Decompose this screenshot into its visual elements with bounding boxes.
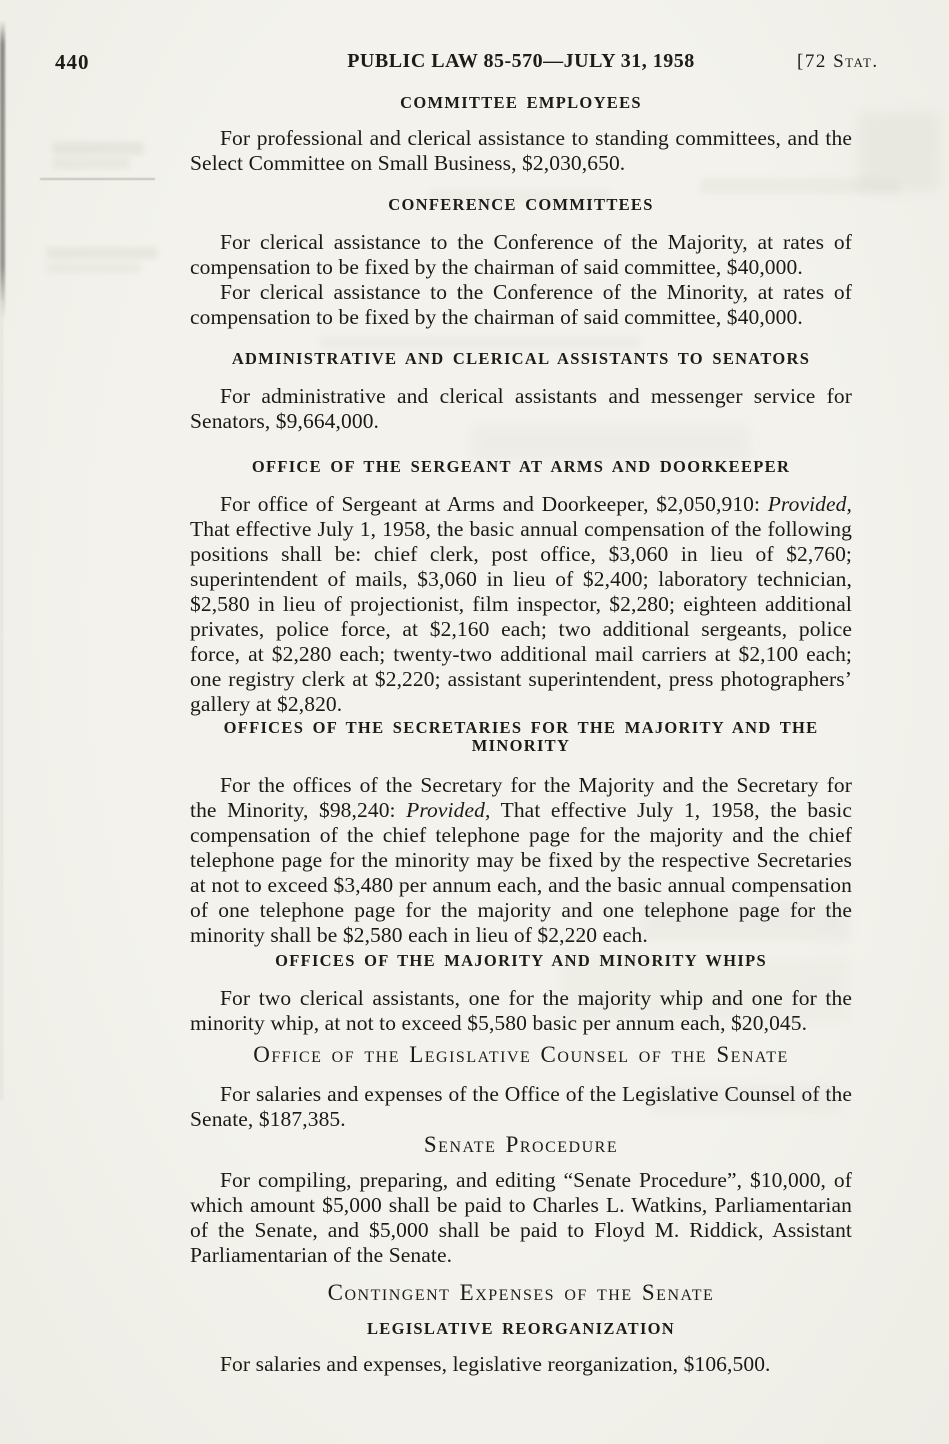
section-heading: OFFICES OF THE MAJORITY AND MINORITY WHIPS <box>275 951 767 970</box>
paragraph-text: For administrative and clerical assistants and messenger service for Senators, $9,664,000. <box>190 384 852 433</box>
section-sergeant-at-arms <box>190 458 852 717</box>
paragraph-text: For office of Sergeant at Arms and Doorkeeper, $2,050,910: <box>220 492 768 516</box>
section-heading: CONFERENCE COMMITTEES <box>388 195 654 214</box>
section-heading: OFFICE OF THE SERGEANT AT ARMS AND DOORKEEPER <box>251 457 791 476</box>
law-title: PUBLIC LAW 85-570—JULY 31, 1958 <box>347 50 695 72</box>
section-heading: Senate Procedure <box>423 1132 619 1157</box>
bleed-through-smudge <box>52 158 130 169</box>
section-majority-minority-whips <box>190 952 852 1036</box>
statute-paragraph <box>190 492 852 717</box>
bleed-through-smudge <box>858 112 940 192</box>
proviso-term: Provided, <box>767 492 852 516</box>
bleed-through-smudge <box>52 142 144 155</box>
paragraph-text: For clerical assistance to the Conference of the Majority, at rates of compensation to be fixed by the chairman of said committee, $40,000. <box>190 230 852 279</box>
proviso-term: Provided, <box>406 798 491 822</box>
statute-paragraph <box>190 230 852 280</box>
statute-paragraph <box>190 986 852 1036</box>
section-contingent-expenses <box>190 1280 852 1306</box>
section-senate-procedure <box>190 1132 852 1268</box>
statute-paragraph <box>190 1168 852 1268</box>
section-committee-employees <box>190 94 852 176</box>
section-conference-committees <box>190 196 852 330</box>
paragraph-text: For the offices of the Secretary for the Majority and the Secretary for the Minority, $98,240: <box>190 773 852 822</box>
section-secretaries-majority-minority <box>190 719 852 948</box>
running-head <box>0 50 949 76</box>
paragraph-text: For salaries and expenses, legislative reorganization, $106,500. <box>220 1352 771 1376</box>
bleed-through-smudge <box>46 263 142 273</box>
statute-paragraph <box>190 126 852 176</box>
paragraph-text: That effective July 1, 1958, the basic annual compensation of the following positions shall be: chief clerk, post office, $3,060 in lieu of $2,760; superintendent of mails, $3,060 in lieu of $2,400; laboratory technician, $2,580 in lieu of projectionist, film inspector, $2,280; eighteen additional privates, police force, at $2,160 each; two additional sergeants, police force, at $2,280 each; twenty-two additional mail carriers at $2,100 each; one registry clerk at $2,220; assistant superintendent, press photographers’ gallery at $2,820. <box>190 517 852 716</box>
section-legislative-counsel <box>190 1042 852 1132</box>
statute-paragraph <box>190 1352 852 1377</box>
page-number: 440 <box>55 50 90 74</box>
paragraph-text: For two clerical assistants, one for the majority whip and one for the minority whip, at not to exceed $5,580 basic per annum each, $20,045. <box>190 986 852 1035</box>
statute-paragraph <box>190 384 852 434</box>
section-legislative-reorganization <box>190 1320 852 1377</box>
scan-edge-shadow-lower <box>0 300 3 1100</box>
paragraph-text: That effective July 1, 1958, the basic compensation of the chief telephone page for the majority and the chief telephone page for the minority may be fixed by the respective Secretaries at not to exceed $3,480 per annum each, and the basic annual compensation of one telephone page for the majority and one telephone page for the minority shall be $2,580 each in lieu of $2,220 each. <box>190 798 852 947</box>
section-heading: Office of the Legislative Counsel of the Senate <box>253 1042 789 1067</box>
margin-rule <box>40 178 155 180</box>
section-heading: COMMITTEE EMPLOYEES <box>400 93 642 112</box>
paragraph-text: For clerical assistance to the Conference of the Minority, at rates of compensation to be fixed by the chairman of said committee, $40,000. <box>190 280 852 329</box>
statute-volume-ref: [72 Stat. <box>797 51 879 72</box>
statute-paragraph <box>190 773 852 948</box>
paragraph-text: For salaries and expenses of the Office of the Legislative Counsel of the Senate, $187,385. <box>190 1082 852 1131</box>
section-heading: ADMINISTRATIVE AND CLERICAL ASSISTANTS TO SENATORS <box>231 349 811 368</box>
section-heading: OFFICES OF THE SECRETARIES FOR THE MAJORITY AND THE MINORITY <box>223 718 819 755</box>
statute-body <box>190 94 852 1377</box>
paragraph-text: For compiling, preparing, and editing “Senate Procedure”, $10,000, of which amount $5,000 shall be paid to Charles L. Watkins, Parliamentarian of the Senate, and $5,000 shall be paid to Floyd M. Riddick, Assistant Parliamentarian of the Senate. <box>190 1168 852 1267</box>
statute-paragraph <box>190 280 852 330</box>
paragraph-text: For professional and clerical assistance to standing committees, and the Select Committee on Small Business, $2,030,650. <box>190 126 852 175</box>
section-administrative-clerical-assistants <box>190 350 852 434</box>
section-heading: Contingent Expenses of the Senate <box>327 1280 715 1305</box>
statute-paragraph <box>190 1082 852 1132</box>
bleed-through-smudge <box>46 247 158 259</box>
section-heading: LEGISLATIVE REORGANIZATION <box>366 1319 676 1338</box>
